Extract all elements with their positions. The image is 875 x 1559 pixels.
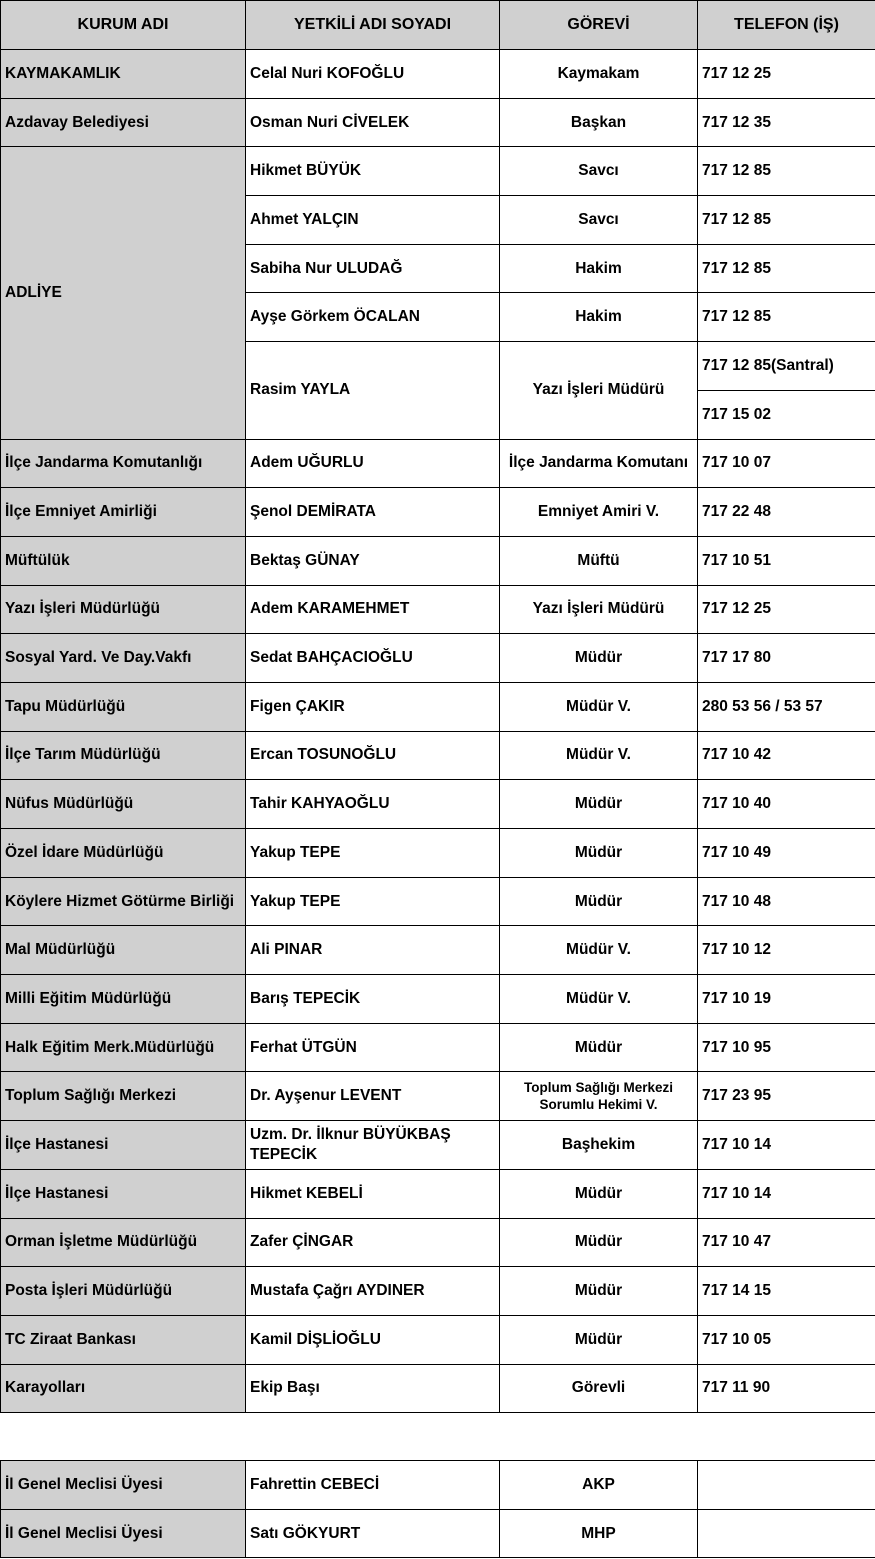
telefon-cell: 717 10 47 [698,1218,875,1267]
telefon-cell: 717 10 14 [698,1169,875,1218]
yetkili-cell: Osman Nuri CİVELEK [246,98,500,147]
council-members-table [0,1460,875,1558]
gorev-cell: Başhekim [500,1121,698,1170]
yetkili-cell: Ercan TOSUNOĞLU [246,731,500,780]
yetkili-cell: Uzm. Dr. İlknur BÜYÜKBAŞ TEPECİK [246,1121,500,1170]
table-row [1,926,875,975]
gorev-cell: Müdür [500,1023,698,1072]
table-row [1,731,875,780]
gorev-cell: Toplum Sağlığı Merkezi Sorumlu Hekimi V. [500,1072,698,1121]
kurum-cell: Azdavay Belediyesi [1,98,246,147]
yetkili-cell: Yakup TEPE [246,877,500,926]
gorev-cell: Müdür V. [500,975,698,1024]
table-row [1,829,875,878]
gorev-cell: Müdür [500,877,698,926]
table-row [1,975,875,1024]
table-row [1,1072,875,1121]
kurum-cell: Orman İşletme Müdürlüğü [1,1218,246,1267]
telefon-cell: 717 10 19 [698,975,875,1024]
telefon-cell: 717 10 49 [698,829,875,878]
yetkili-cell: Mustafa Çağrı AYDINER [246,1267,500,1316]
table-row [1,488,875,537]
table-row [1,439,875,488]
yetkili-cell: Ali PINAR [246,926,500,975]
kurum-cell-adliye: ADLİYE [1,147,246,439]
table-row [1,536,875,585]
header-kurum: KURUM ADI [1,1,246,50]
gorev-cell: Yazı İşleri Müdürü [500,342,698,439]
telefon-cell: 717 10 48 [698,877,875,926]
telefon-cell: 717 12 85 [698,293,875,342]
telefon-cell: 717 10 51 [698,536,875,585]
gorev-cell: Savcı [500,147,698,196]
gorev-cell: Müdür [500,1169,698,1218]
yetkili-cell: Sabiha Nur ULUDAĞ [246,244,500,293]
yetkili-cell: Figen ÇAKIR [246,682,500,731]
yetkili-cell: Ayşe Görkem ÖCALAN [246,293,500,342]
telefon-cell-secondary: 717 15 02 [698,390,875,439]
table-row [1,1315,875,1364]
gorev-cell: Müdür [500,780,698,829]
table-row [1,1121,875,1170]
gorev-cell: Müdür [500,1267,698,1316]
gorev-cell: MHP [500,1509,698,1558]
kurum-cell: Karayolları [1,1364,246,1413]
kurum-cell: Özel İdare Müdürlüğü [1,829,246,878]
telefon-cell: 717 10 40 [698,780,875,829]
table-row [1,1509,875,1558]
telefon-cell: 717 10 42 [698,731,875,780]
yetkili-cell: Celal Nuri KOFOĞLU [246,50,500,99]
table-row [1,1023,875,1072]
yetkili-cell: Zafer ÇİNGAR [246,1218,500,1267]
table-row [1,1218,875,1267]
yetkili-cell: Fahrettin CEBECİ [246,1461,500,1510]
kurum-cell: İlçe Hastanesi [1,1169,246,1218]
table-row [1,1461,875,1510]
telefon-cell: 717 17 80 [698,634,875,683]
kurum-cell: Nüfus Müdürlüğü [1,780,246,829]
yetkili-cell: Dr. Ayşenur LEVENT [246,1072,500,1121]
kurum-cell: İlçe Emniyet Amirliği [1,488,246,537]
gorev-cell: Müdür [500,634,698,683]
gorev-cell: Müdür [500,1218,698,1267]
telefon-cell: 717 12 35 [698,98,875,147]
gorev-cell: Müdür [500,829,698,878]
telefon-cell [698,1509,875,1558]
telefon-cell: 717 12 85 [698,196,875,245]
gorev-cell: Müftü [500,536,698,585]
table-row [1,780,875,829]
yetkili-cell: Ahmet YALÇIN [246,196,500,245]
table-row [1,1267,875,1316]
telefon-cell: 717 23 95 [698,1072,875,1121]
yetkili-cell: Rasim YAYLA [246,342,500,439]
yetkili-cell: Barış TEPECİK [246,975,500,1024]
yetkili-cell: Hikmet BÜYÜK [246,147,500,196]
table-row [1,634,875,683]
header-yetkili: YETKİLİ ADI SOYADI [246,1,500,50]
gorev-cell: Müdür V. [500,682,698,731]
yetkili-cell: Adem UĞURLU [246,439,500,488]
table-row [1,147,875,196]
table-row [1,877,875,926]
kurum-cell: Posta İşleri Müdürlüğü [1,1267,246,1316]
gorev-cell: Müdür [500,1315,698,1364]
gorev-cell: Savcı [500,196,698,245]
gorev-cell: AKP [500,1461,698,1510]
header-gorev: GÖREVİ [500,1,698,50]
kurum-cell: İlçe Hastanesi [1,1121,246,1170]
kurum-cell: Müftülük [1,536,246,585]
kurum-cell: İl Genel Meclisi Üyesi [1,1509,246,1558]
telefon-cell: 717 10 07 [698,439,875,488]
kurum-cell: Köylere Hizmet Götürme Birliği [1,877,246,926]
kurum-cell: Halk Eğitim Merk.Müdürlüğü [1,1023,246,1072]
yetkili-cell: Şenol DEMİRATA [246,488,500,537]
telefon-cell: 717 12 25 [698,50,875,99]
gorev-cell: Hakim [500,244,698,293]
table-row [1,585,875,634]
kurum-cell: Sosyal Yard. Ve Day.Vakfı [1,634,246,683]
kurum-cell: İlçe Jandarma Komutanlığı [1,439,246,488]
yetkili-cell: Yakup TEPE [246,829,500,878]
telefon-cell: 717 12 85(Santral) [698,342,875,391]
telefon-cell: 717 22 48 [698,488,875,537]
kurum-cell: İlçe Tarım Müdürlüğü [1,731,246,780]
gorev-cell: Yazı İşleri Müdürü [500,585,698,634]
gorev-cell: Hakim [500,293,698,342]
table-row [1,1364,875,1413]
telefon-cell: 717 10 12 [698,926,875,975]
telefon-cell: 280 53 56 / 53 57 [698,682,875,731]
yetkili-cell: Tahir KAHYAOĞLU [246,780,500,829]
gorev-cell: İlçe Jandarma Komutanı [500,439,698,488]
table-row [1,1169,875,1218]
yetkili-cell: Ekip Başı [246,1364,500,1413]
kurum-cell: Milli Eğitim Müdürlüğü [1,975,246,1024]
telefon-cell: 717 10 95 [698,1023,875,1072]
yetkili-cell: Sedat BAHÇACIOĞLU [246,634,500,683]
telefon-cell: 717 10 14 [698,1121,875,1170]
telefon-cell: 717 12 85 [698,244,875,293]
yetkili-cell: Kamil DİŞLİOĞLU [246,1315,500,1364]
yetkili-cell: Ferhat ÜTGÜN [246,1023,500,1072]
kurum-cell: Tapu Müdürlüğü [1,682,246,731]
header-telefon: TELEFON (İŞ) [698,1,875,50]
yetkili-cell: Bektaş GÜNAY [246,536,500,585]
table-row [1,50,875,99]
kurum-cell: TC Ziraat Bankası [1,1315,246,1364]
telefon-cell: 717 10 05 [698,1315,875,1364]
kurum-cell: Toplum Sağlığı Merkezi [1,1072,246,1121]
kurum-cell: Yazı İşleri Müdürlüğü [1,585,246,634]
telefon-cell [698,1461,875,1510]
telefon-cell: 717 11 90 [698,1364,875,1413]
gorev-cell: Kaymakam [500,50,698,99]
gorev-cell: Başkan [500,98,698,147]
telefon-cell: 717 12 25 [698,585,875,634]
gorev-cell: Görevli [500,1364,698,1413]
kurum-cell: Mal Müdürlüğü [1,926,246,975]
telefon-cell: 717 12 85 [698,147,875,196]
telefon-cell: 717 14 15 [698,1267,875,1316]
gorev-cell: Müdür V. [500,731,698,780]
kurum-cell: İl Genel Meclisi Üyesi [1,1461,246,1510]
yetkili-cell: Adem KARAMEHMET [246,585,500,634]
table-row [1,98,875,147]
gorev-cell: Emniyet Amiri V. [500,488,698,537]
yetkili-cell: Hikmet KEBELİ [246,1169,500,1218]
yetkili-cell: Satı GÖKYURT [246,1509,500,1558]
gorev-cell: Müdür V. [500,926,698,975]
kurum-cell: KAYMAKAMLIK [1,50,246,99]
table-row [1,682,875,731]
header-row [1,1,875,50]
